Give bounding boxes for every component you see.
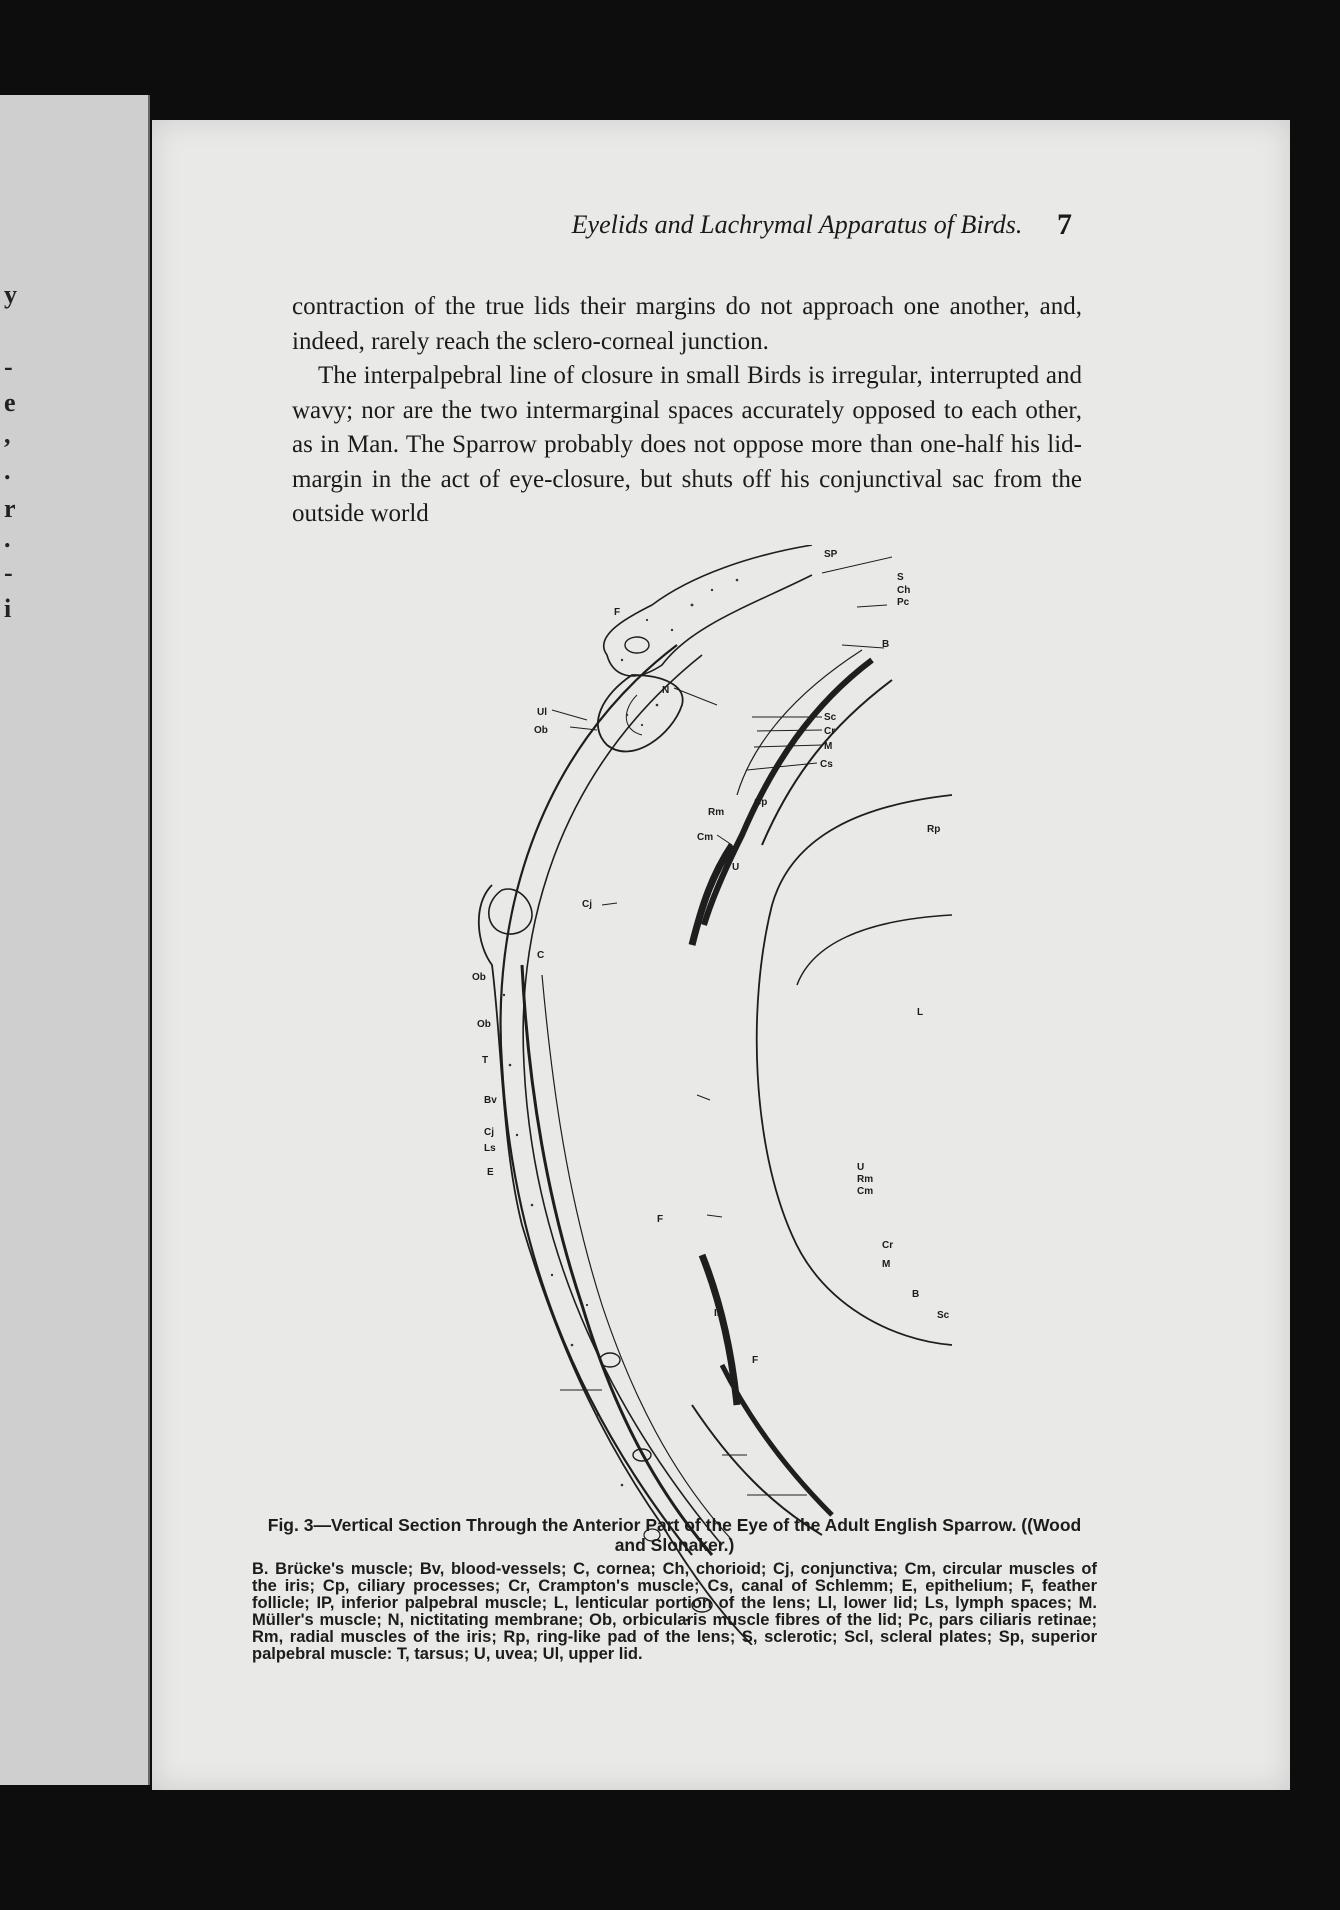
left-stub-letter: ,: [4, 420, 11, 449]
figure-label: Bv: [484, 1095, 497, 1106]
caption-legend: B. Brücke's muscle; Bv, blood-vessels; C, cornea; Ch, chorioid; Cj, conjunctiva; Cm, circular muscles of the iris; Cp, ciliary processes; Cr, Crampton's muscle; Cs, canal of Schlemm; E, epithelium; F, feather follicle; IP, inferior palpebral muscle; L, lenticular portion of the lens; Ll, lower lid; Ls, lymph spaces; M. Müller's muscle; N, nictitating membrane; Ob, orbicularis muscle fibres of the lid; Pc, pars ciliaris retinae; Rm, radial muscles of the iris; Rp, ring-like pad of the lens; S, sclerotic; Scl, scleral plates; Sp, superior palpebral muscle: T, tarsus; U, uvea; Ul, upper lid.: [252, 1560, 1097, 1663]
upper-lid-outline: [604, 545, 812, 676]
figure-label: Cs: [820, 759, 833, 770]
figure-label: F: [614, 607, 621, 618]
figure-label: Cr: [882, 1240, 894, 1251]
figure-label: Rp: [927, 824, 941, 835]
left-stub-letter: i: [4, 594, 12, 623]
figure-label: U: [732, 862, 740, 873]
left-page-fragment: [0, 95, 150, 1785]
figure-label: F: [752, 1355, 759, 1366]
figure-label: Rm: [708, 807, 725, 818]
figure-label: Ch: [897, 585, 911, 596]
figure-label: B: [882, 639, 890, 650]
figure-label: Sc: [937, 1310, 950, 1321]
cornea-outline: [501, 645, 692, 1555]
figure-label: N: [662, 685, 670, 696]
figure-label: Cj: [484, 1127, 494, 1138]
feather-follicle: [600, 1353, 620, 1367]
figure-label: Cp: [754, 797, 768, 808]
figure-label: Ob: [534, 725, 548, 736]
figure-label: M: [824, 741, 833, 752]
figure-label: Ls: [484, 1143, 496, 1154]
figure-label: Rm: [857, 1174, 874, 1185]
figure-label: B: [912, 1289, 920, 1300]
lens-inner-outline: [797, 915, 952, 985]
figure-label: Cm: [857, 1186, 874, 1197]
feather-follicle: [625, 637, 649, 653]
figure-label: F: [657, 1214, 664, 1225]
figure-label: Sc: [824, 712, 837, 723]
figure-label: Ob: [472, 972, 486, 983]
left-stub-letter: -: [4, 352, 13, 381]
caption-title: Fig. 3—Vertical Section Through the Anterior Part of the Eye of the Adult English Sparrow. ((Wood and Slonaker.): [267, 1515, 1082, 1555]
figure-label: T: [482, 1055, 489, 1066]
left-stub-letter: e: [4, 388, 16, 417]
figure-label: S: [897, 572, 904, 583]
figure-label: Pc: [897, 597, 910, 608]
eye-section-figure: [392, 545, 952, 1645]
figure-label: M: [882, 1259, 891, 1270]
left-stub-letter: r: [4, 494, 16, 523]
left-page-edge: [148, 95, 150, 1785]
body-text: [292, 290, 1082, 532]
figure-label: Cj: [582, 899, 592, 910]
book-page: [152, 120, 1290, 1790]
figure-label: Cm: [697, 832, 714, 843]
eye-section-drawing: [392, 545, 952, 1645]
figure-label: Cr: [824, 726, 836, 737]
paragraph: The interpalpebral line of closure in small Birds is irregular, interrupted and wavy; nor are the two intermarginal spaces accurately opposed to each other, as in Man. The Sparrow probably does not oppose more than one-half his lid-margin in the act of eye-closure, but shuts off his conjunctival sac from the outside world: [292, 362, 1082, 527]
paragraph: contraction of the true lids their margins do not approach one another, and, indeed, rarely reach the sclero-corneal junction.: [292, 293, 1082, 355]
figure-label: IP: [714, 1308, 724, 1319]
left-stub-letter: .: [4, 456, 11, 485]
figure-label: U: [857, 1162, 865, 1173]
figure-label: C: [537, 950, 545, 961]
left-stub-letter: -: [4, 558, 13, 587]
figure-label: Ul: [537, 707, 547, 718]
page-number: 7: [1057, 208, 1072, 241]
figure-caption: [252, 1515, 1097, 1663]
lower-lid-margin: [489, 889, 532, 934]
left-stub-letter: .: [4, 524, 11, 553]
figure-label: Ob: [477, 1019, 491, 1030]
running-head: Eyelids and Lachrymal Apparatus of Birds.: [571, 210, 1023, 239]
figure-label: SP: [824, 549, 838, 560]
figure-label: L: [917, 1007, 924, 1018]
figure-label: E: [487, 1167, 494, 1178]
lens-outline: [757, 795, 952, 1345]
left-stub-letter: y: [4, 280, 17, 309]
